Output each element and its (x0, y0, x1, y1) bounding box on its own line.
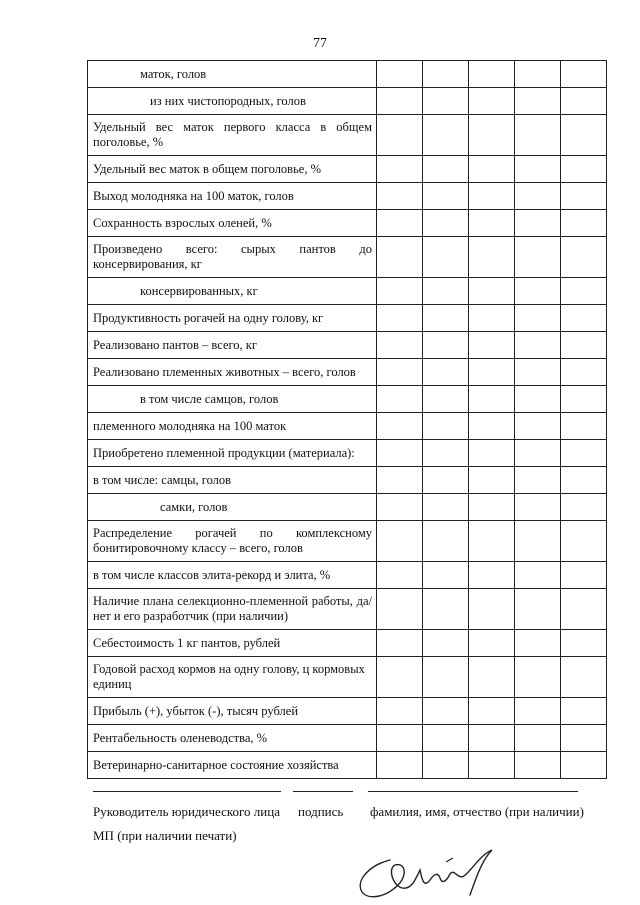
value-cell[interactable] (377, 115, 423, 156)
value-cell[interactable] (515, 698, 561, 725)
value-cell[interactable] (469, 494, 515, 521)
value-cell[interactable] (377, 332, 423, 359)
value-cell[interactable] (469, 278, 515, 305)
value-cell[interactable] (561, 305, 607, 332)
value-cell[interactable] (423, 413, 469, 440)
value-cell[interactable] (469, 61, 515, 88)
table-row (88, 413, 607, 440)
row-label: самки, голов (88, 494, 377, 521)
value-cell[interactable] (515, 725, 561, 752)
value-cell[interactable] (469, 183, 515, 210)
value-cell[interactable] (423, 589, 469, 630)
name-signature-line (368, 791, 578, 792)
row-label: Выход молодняка на 100 маток, голов (88, 183, 377, 210)
row-label: Реализовано пантов – всего, кг (88, 332, 377, 359)
value-cell[interactable] (423, 278, 469, 305)
value-cell[interactable] (515, 752, 561, 779)
value-cell[interactable] (515, 115, 561, 156)
value-cell[interactable] (377, 359, 423, 386)
value-cell[interactable] (469, 630, 515, 657)
value-cell[interactable] (423, 440, 469, 467)
value-cell[interactable] (469, 698, 515, 725)
value-cell[interactable] (423, 305, 469, 332)
value-cell[interactable] (561, 630, 607, 657)
row-label: Произведено всего: сырых пантов до консервирования, кг (88, 237, 377, 278)
value-cell[interactable] (377, 210, 423, 237)
value-cell[interactable] (377, 440, 423, 467)
value-cell[interactable] (423, 115, 469, 156)
signature-line (293, 791, 353, 792)
row-label: Реализовано племенных животных – всего, голов (88, 359, 377, 386)
value-cell[interactable] (377, 413, 423, 440)
row-label: в том числе самцов, голов (88, 386, 377, 413)
value-cell[interactable] (561, 752, 607, 779)
value-cell[interactable] (561, 698, 607, 725)
row-label: в том числе классов элита-рекорд и элита, % (88, 562, 377, 589)
value-cell[interactable] (561, 413, 607, 440)
value-cell[interactable] (377, 562, 423, 589)
value-cell[interactable] (561, 467, 607, 494)
value-cell[interactable] (561, 332, 607, 359)
value-cell[interactable] (423, 386, 469, 413)
value-cell[interactable] (377, 752, 423, 779)
value-cell[interactable] (515, 562, 561, 589)
row-label: Продуктивность рогачей на одну голову, кг (88, 305, 377, 332)
value-cell[interactable] (561, 61, 607, 88)
table-row (88, 115, 607, 156)
report-table (87, 60, 607, 779)
value-cell[interactable] (469, 589, 515, 630)
value-cell[interactable] (423, 332, 469, 359)
value-cell[interactable] (377, 88, 423, 115)
value-cell[interactable] (377, 725, 423, 752)
value-cell[interactable] (377, 386, 423, 413)
head-signature-line (93, 791, 281, 792)
value-cell[interactable] (469, 657, 515, 698)
row-label: Удельный вес маток первого класса в общем поголовье, % (88, 115, 377, 156)
value-cell[interactable] (423, 725, 469, 752)
value-cell[interactable] (561, 589, 607, 630)
row-label: Ветеринарно-санитарное состояние хозяйства (88, 752, 377, 779)
name-label: фамилия, имя, отчество (при наличии) (370, 804, 584, 819)
value-cell[interactable] (423, 156, 469, 183)
value-cell[interactable] (423, 467, 469, 494)
signature-label: подпись (298, 804, 344, 819)
table-row (88, 589, 607, 630)
value-cell[interactable] (469, 156, 515, 183)
value-cell[interactable] (469, 386, 515, 413)
value-cell[interactable] (515, 630, 561, 657)
value-cell[interactable] (423, 210, 469, 237)
table-row (88, 657, 607, 698)
table-row (88, 305, 607, 332)
value-cell[interactable] (377, 237, 423, 278)
value-cell[interactable] (561, 521, 607, 562)
value-cell[interactable] (515, 332, 561, 359)
value-cell[interactable] (561, 657, 607, 698)
table-row (88, 210, 607, 237)
table-row (88, 359, 607, 386)
value-cell[interactable] (561, 278, 607, 305)
row-label: Распределение рогачей по комплексному бонитировочному классу – всего, голов (88, 521, 377, 562)
value-cell[interactable] (469, 115, 515, 156)
value-cell[interactable] (469, 359, 515, 386)
value-cell[interactable] (561, 88, 607, 115)
value-cell[interactable] (515, 237, 561, 278)
row-label: консервированных, кг (88, 278, 377, 305)
table-row (88, 88, 607, 115)
table-row (88, 494, 607, 521)
value-cell[interactable] (469, 440, 515, 467)
value-cell[interactable] (377, 156, 423, 183)
report-table-body (88, 61, 607, 779)
table-row (88, 156, 607, 183)
row-label: маток, голов (88, 61, 377, 88)
value-cell[interactable] (561, 494, 607, 521)
table-row (88, 332, 607, 359)
table-row (88, 183, 607, 210)
value-cell[interactable] (469, 752, 515, 779)
value-cell[interactable] (377, 494, 423, 521)
handwritten-signature (350, 840, 510, 902)
value-cell[interactable] (515, 440, 561, 467)
value-cell[interactable] (561, 210, 607, 237)
value-cell[interactable] (469, 88, 515, 115)
row-label: Рентабельность оленеводства, % (88, 725, 377, 752)
table-row (88, 278, 607, 305)
value-cell[interactable] (377, 183, 423, 210)
value-cell[interactable] (423, 88, 469, 115)
value-cell[interactable] (423, 61, 469, 88)
value-cell[interactable] (377, 589, 423, 630)
row-label: Удельный вес маток в общем поголовье, % (88, 156, 377, 183)
value-cell[interactable] (561, 183, 607, 210)
table-row (88, 698, 607, 725)
value-cell[interactable] (423, 752, 469, 779)
table-row (88, 61, 607, 88)
table-row (88, 467, 607, 494)
value-cell[interactable] (423, 359, 469, 386)
table-row (88, 752, 607, 779)
value-cell[interactable] (515, 494, 561, 521)
value-cell[interactable] (377, 467, 423, 494)
value-cell[interactable] (469, 467, 515, 494)
value-cell[interactable] (515, 88, 561, 115)
value-cell[interactable] (469, 521, 515, 562)
row-label: в том числе: самцы, голов (88, 467, 377, 494)
value-cell[interactable] (515, 278, 561, 305)
row-label: Прибыль (+), убыток (-), тысяч рублей (88, 698, 377, 725)
value-cell[interactable] (377, 61, 423, 88)
page-number: 77 (313, 36, 327, 51)
value-cell[interactable] (515, 413, 561, 440)
row-label: Сохранность взрослых оленей, % (88, 210, 377, 237)
table-row (88, 386, 607, 413)
row-label: племенного молодняка на 100 маток (88, 413, 377, 440)
value-cell[interactable] (561, 359, 607, 386)
row-label: Наличие плана селекционно-племенной работы, да/нет и его разработчик (при наличии) (88, 589, 377, 630)
value-cell[interactable] (515, 589, 561, 630)
value-cell[interactable] (377, 698, 423, 725)
value-cell[interactable] (469, 725, 515, 752)
value-cell[interactable] (515, 657, 561, 698)
value-cell[interactable] (469, 332, 515, 359)
value-cell[interactable] (515, 521, 561, 562)
value-cell[interactable] (423, 237, 469, 278)
row-label: Приобретено племенной продукции (материала): (88, 440, 377, 467)
head-label: Руководитель юридического лица (93, 804, 280, 819)
value-cell[interactable] (561, 156, 607, 183)
table-row (88, 562, 607, 589)
value-cell[interactable] (423, 521, 469, 562)
value-cell[interactable] (377, 657, 423, 698)
value-cell[interactable] (561, 725, 607, 752)
value-cell[interactable] (423, 183, 469, 210)
value-cell[interactable] (423, 562, 469, 589)
row-label: Себестоимость 1 кг пантов, рублей (88, 630, 377, 657)
value-cell[interactable] (469, 237, 515, 278)
value-cell[interactable] (423, 657, 469, 698)
value-cell[interactable] (377, 521, 423, 562)
value-cell[interactable] (561, 440, 607, 467)
table-row (88, 440, 607, 467)
value-cell[interactable] (515, 61, 561, 88)
value-cell[interactable] (515, 305, 561, 332)
value-cell[interactable] (515, 183, 561, 210)
value-cell[interactable] (469, 305, 515, 332)
value-cell[interactable] (561, 237, 607, 278)
value-cell[interactable] (515, 386, 561, 413)
value-cell[interactable] (561, 386, 607, 413)
value-cell[interactable] (377, 278, 423, 305)
table-row (88, 237, 607, 278)
table-row (88, 725, 607, 752)
value-cell[interactable] (561, 562, 607, 589)
value-cell[interactable] (377, 630, 423, 657)
table-row (88, 630, 607, 657)
value-cell[interactable] (469, 562, 515, 589)
row-label: из них чистопородных, голов (88, 88, 377, 115)
value-cell[interactable] (469, 210, 515, 237)
value-cell[interactable] (515, 156, 561, 183)
value-cell[interactable] (377, 305, 423, 332)
stamp-label: МП (при наличии печати) (93, 828, 237, 843)
value-cell[interactable] (423, 630, 469, 657)
value-cell[interactable] (515, 359, 561, 386)
value-cell[interactable] (469, 413, 515, 440)
value-cell[interactable] (423, 494, 469, 521)
row-label: Годовой расход кормов на одну голову, ц кормовых единиц (88, 657, 377, 698)
table-row (88, 521, 607, 562)
value-cell[interactable] (515, 467, 561, 494)
value-cell[interactable] (515, 210, 561, 237)
value-cell[interactable] (423, 698, 469, 725)
value-cell[interactable] (561, 115, 607, 156)
